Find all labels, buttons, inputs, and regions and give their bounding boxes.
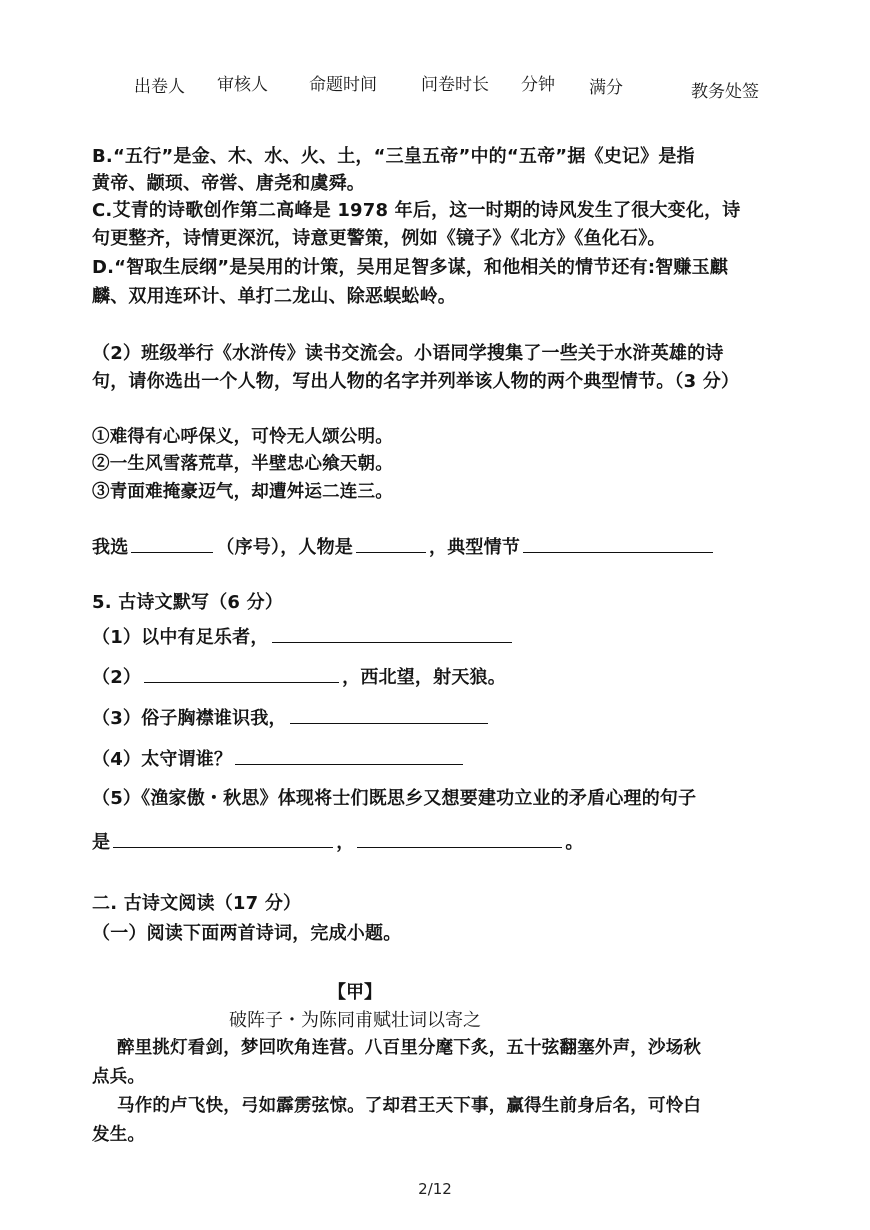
q5-item-5-answer bbox=[92, 829, 584, 856]
q2-blank-plot[interactable] bbox=[523, 534, 713, 553]
q2-answer-label-person: （序号），人物是 bbox=[216, 537, 354, 558]
q5-item-3 bbox=[92, 705, 491, 732]
q5-item-1-text: （1）以中有足乐者， bbox=[92, 627, 269, 648]
poem-title: 破阵子・为陈同甫赋壮词以寄之 bbox=[229, 1010, 481, 1031]
q2-answer-label-choose: 我选 bbox=[92, 537, 129, 558]
option-d-line2: 麟、双用连环计、单打二龙山、除恶蜈蚣岭。 bbox=[92, 286, 456, 307]
q5-blank-5a[interactable] bbox=[113, 829, 333, 848]
q5-item-4 bbox=[92, 746, 466, 773]
option-c-line1: C.艾青的诗歌创作第二高峰是 1978 年后，这一时期的诗风发生了很大变化，诗 bbox=[92, 200, 741, 221]
q2-prompt-line1: （2）班级举行《水浒传》读书交流会。小语同学搜集了一些关于水浒英雄的诗 bbox=[92, 343, 724, 364]
poem-line-2: 点兵。 bbox=[92, 1067, 146, 1087]
q2-answer-line bbox=[92, 534, 716, 561]
q2-poem-3: ③青面难掩豪迈气，却遭舛运二连三。 bbox=[92, 482, 393, 502]
q5-blank-4[interactable] bbox=[235, 746, 463, 765]
q5-blank-5b[interactable] bbox=[357, 829, 562, 848]
q5-item-2-text: ，西北望，射天狼。 bbox=[342, 667, 506, 688]
header-time: 命题时间 bbox=[309, 75, 377, 95]
header-reviewer: 审核人 bbox=[217, 75, 268, 95]
q5-item-5-comma: ， bbox=[336, 832, 355, 853]
poem-label-jia: 【甲】 bbox=[328, 982, 382, 1003]
q5-item-5-is: 是 bbox=[92, 832, 111, 853]
q5-item-1 bbox=[92, 624, 515, 651]
header-sign: 教务处签 bbox=[691, 82, 759, 102]
q2-prompt-line2: 句，请你选出一个人物，写出人物的名字并列举该人物的两个典型情节。（3 分） bbox=[92, 371, 740, 392]
header-author: 出卷人 bbox=[134, 77, 185, 97]
header-full-score: 满分 bbox=[589, 78, 623, 98]
q5-item-5: （5）《渔家傲・秋思》体现将士们既思乡又想要建功立业的矛盾心理的句子 bbox=[92, 788, 697, 809]
option-b-line1: B.“五行”是金、木、水、火、土，“三皇五帝”中的“五帝”据《史记》是指 bbox=[92, 146, 695, 167]
q5-item-2 bbox=[92, 664, 506, 691]
q5-item-5-end: 。 bbox=[565, 832, 584, 853]
option-d-line1: D.“智取生辰纲”是吴用的计策，吴用足智多谋，和他相关的情节还有:智赚玉麒 bbox=[92, 257, 729, 278]
q5-blank-1[interactable] bbox=[272, 624, 512, 643]
option-c-line2: 句更整齐，诗情更深沉，诗意更警策，例如《镜子》《北方》《鱼化石》。 bbox=[92, 228, 666, 249]
q2-poem-2: ②一生风雪落荒草，半壁忠心飨天朝。 bbox=[92, 454, 393, 474]
header-duration: 问卷时长 bbox=[421, 75, 489, 95]
poem-line-3: 马作的卢飞快，弓如霹雳弦惊。了却君王天下事，赢得生前身后名，可怜白 bbox=[117, 1096, 702, 1116]
q5-item-2-label: （2） bbox=[92, 667, 142, 688]
option-b-line2: 黄帝、颛顼、帝喾、唐尧和虞舜。 bbox=[92, 173, 365, 194]
q5-item-3-text: （3）俗子胸襟谁识我， bbox=[92, 708, 287, 729]
q2-blank-person[interactable] bbox=[356, 534, 426, 553]
q2-blank-number[interactable] bbox=[131, 534, 213, 553]
page-number: 2/12 bbox=[418, 1180, 452, 1198]
q2-poem-1: ①难得有心呼保义，可怜无人颂公明。 bbox=[92, 427, 393, 447]
q5-blank-2[interactable] bbox=[144, 664, 339, 683]
section2-title: 二. 古诗文阅读（17 分） bbox=[92, 893, 302, 914]
q5-blank-3[interactable] bbox=[290, 705, 488, 724]
section2-subtitle: （一）阅读下面两首诗词，完成小题。 bbox=[92, 923, 402, 944]
q5-item-4-text: （4）太守谓谁？ bbox=[92, 749, 233, 770]
poem-line-4: 发生。 bbox=[92, 1125, 146, 1145]
poem-line-1: 醉里挑灯看剑，梦回吹角连营。八百里分麾下炙，五十弦翻塞外声，沙场秋 bbox=[117, 1038, 702, 1058]
q2-answer-label-plot: ，典型情节 bbox=[429, 537, 521, 558]
header-minutes: 分钟 bbox=[521, 75, 555, 95]
q5-title: 5. 古诗文默写（6 分） bbox=[92, 592, 284, 613]
